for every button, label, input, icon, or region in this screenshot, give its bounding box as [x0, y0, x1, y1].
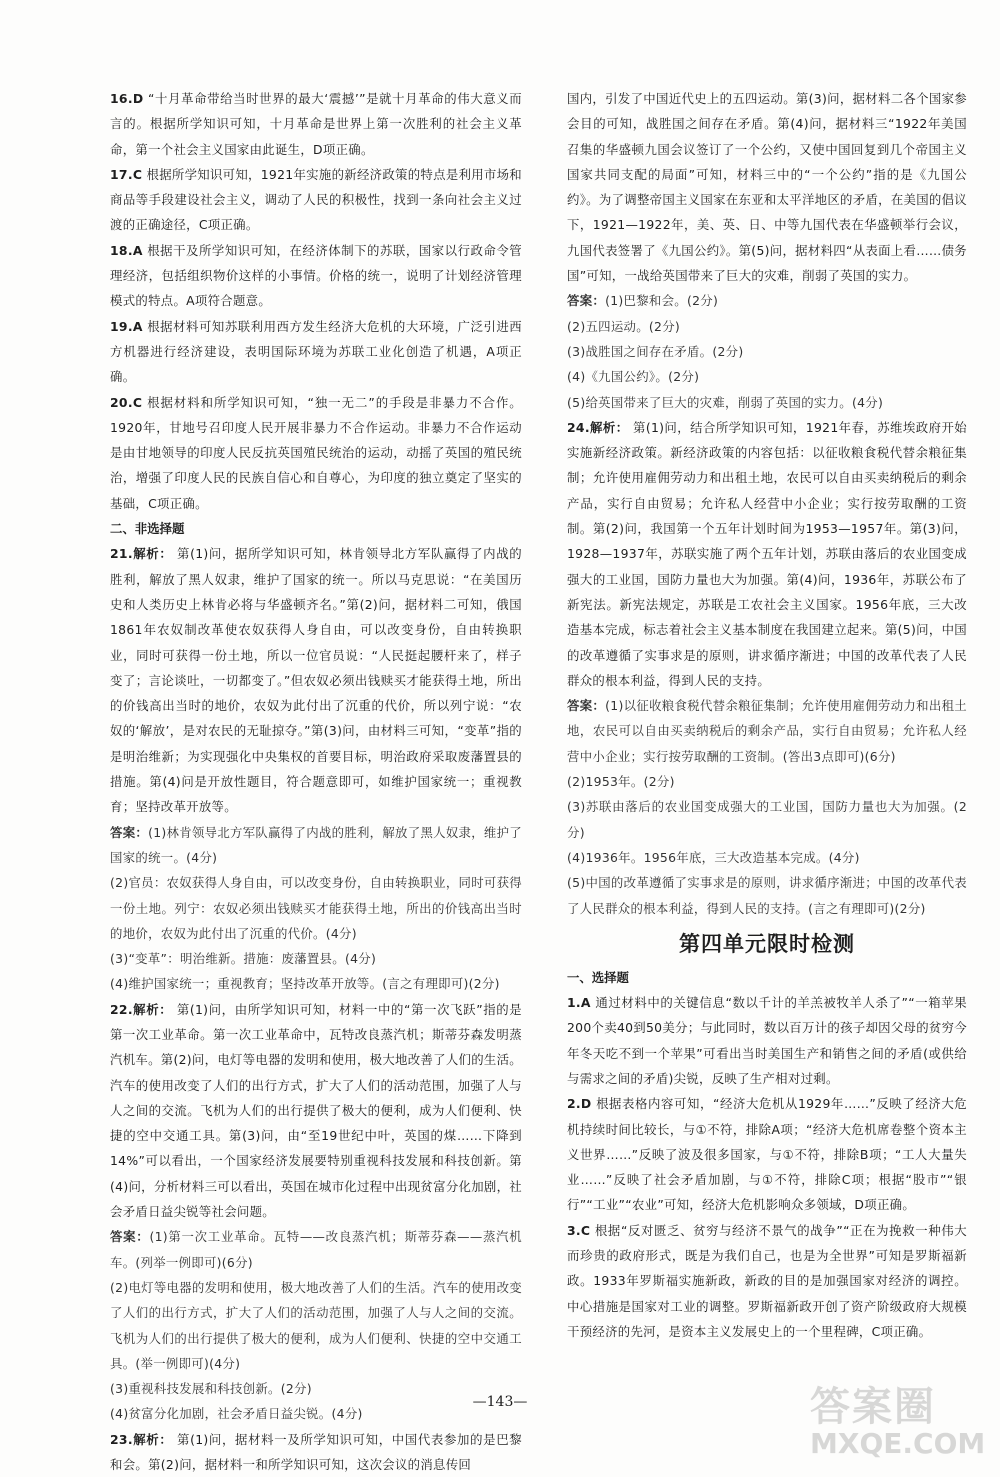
question-number: 18.A	[110, 242, 143, 258]
paragraph-text: (2)1953年。(2分)	[567, 774, 675, 790]
paragraph-text: 国内，引发了中国近代史上的五四运动。第(3)问，据材料二各个国家参会目的可知，战胜国之间存在矛盾。第(4)问，据材料三“1922年美国召集的华盛顿九国会议签订了一个公约，又使中国回复到几个帝国主义国家共同支配的局面”可知，材料三中的“一个公约”指的是《九国公约》。为了调整帝国主义国家在东亚和太平洋地区的矛盾，在美国的倡议下，1921—1922年，美、英、日、中等九国代表在华盛顿举行会议，九国代表签署了《九国公约》。第(5)问，据材料四“从表面上看……债务国”可知，一战给英国带来了巨大的灾难，削弱了英国的实力。	[567, 91, 967, 284]
paragraph-text: 第(1)问，结合所学知识可知，1921年春，苏维埃政府开始实施新经济政策。新经济政策的内容包括：以征收粮食税代替余粮征集制；允许使用雇佣劳动力和出租土地，农民可以自由买卖纳税后的剩余产品，实行自由贸易；允许私人经营中小企业；实行按劳取酬的工资制。第(2)问，我国第一个五年计划时间为1953—1957年。第(3)问，1928—1937年，苏联实施了两个五年计划，苏联由落后的农业国变成强大的工业国，国防力量也大为加强。第(4)问，1936年，苏联公布了新宪法。新宪法规定，苏联是工农社会主义国家。1956年底，三大改造基本完成，标志着社会主义基本制度在我国建立起来。第(5)问，中国的改革遵循了实事求是的原则，讲求循序渐进；中国的改革代表了人民群众的根本利益，得到人民的支持。	[567, 419, 967, 688]
paragraph-text: (4)1936年。1956年底，三大改造基本完成。(4分)	[567, 849, 860, 865]
paragraph-text: 通过材料中的关键信息“数以千计的羊羔被牧羊人杀了”“一箱苹果200个卖40到50美分；与此同时，数以百万计的孩子却因父母的贫穷今年冬天吃不到一个苹果”可看出当时美国生产和销售之间的矛盾(或供给与需求之间的矛盾)尖锐，反映了生产相对过剩。	[567, 995, 967, 1086]
question-paragraph	[567, 1091, 967, 1217]
paragraph-text: (4)贫富分化加剧，社会矛盾日益尖锐。(4分)	[110, 1406, 363, 1422]
answer-paragraph	[110, 1224, 522, 1275]
question-paragraph	[110, 86, 522, 162]
paragraph-text: 根据表格内容可知，“经济大危机从1929年……”反映了经济大危机持续时间比较长，与①不符，排除A项；“经济大危机席卷整个资本主义世界……”反映了波及很多国家，与①不符，排除B项；“工人大量失业……”反映了社会矛盾加剧，与①不符，排除C项；根据“股市”“银行”“工业”“农业”可知，经济大危机影响众多领域，D项正确。	[567, 1096, 967, 1213]
unit-title: 第四单元限时检测	[679, 931, 855, 956]
question-number: 21.解析：	[110, 546, 173, 562]
question-paragraph	[110, 541, 522, 819]
answer-label: 答案：	[567, 293, 606, 309]
paragraph-text: (5)给英国带来了巨大的灾难，削弱了英国的实力。(4分)	[567, 394, 884, 410]
answer-label: 答案：	[567, 698, 606, 714]
page-number: —143—	[472, 1394, 528, 1410]
question-paragraph	[567, 415, 967, 693]
answer-paragraph	[110, 870, 522, 946]
answer-paragraph	[110, 820, 522, 871]
paragraph-text: (3)“变革”：明治维新。措施：废藩置县。(4分)	[110, 951, 377, 967]
paragraph-text: (2)五四运动。(2分)	[567, 318, 681, 334]
watermark-logo	[810, 1384, 986, 1465]
answer-paragraph	[567, 364, 967, 389]
paragraph-text: (1)林肯领导北方军队赢得了内战的胜利，解放了黑人奴隶，维护了国家的统一。(4分)	[110, 824, 522, 865]
question-number: 20.C	[110, 394, 143, 410]
paragraph-text: 第(1)问，据材料一及所学知识可知，中国代表参加的是巴黎和会。第(2)问，据材料一和所学知识可知，这次会议的消息传回	[110, 1431, 522, 1473]
question-number: 17.C	[110, 166, 143, 182]
answer-paragraph	[567, 769, 967, 794]
question-number: 24.解析：	[567, 419, 629, 435]
paragraph-text: (1)第一次工业革命。瓦特——改良蒸汽机；斯蒂芬森——蒸汽机车。(列举一例即可)(6分)	[110, 1229, 522, 1270]
question-paragraph	[110, 390, 522, 516]
section-heading: 二、非选择题	[110, 521, 185, 537]
paragraph-text: 根据材料和所学知识可知，“独一无二”的手段是非暴力不合作。1920年，甘地号召印度人民开展非暴力不合作运动。非暴力不合作运动是由甘地领导的印度人民反抗英国殖民统治的运动，动摇了英国的殖民统治，增强了印度人民的民族自信心和自尊心，为印度的独立奠定了坚实的基础，C项正确。	[110, 394, 522, 511]
question-number: 23.解析：	[110, 1431, 173, 1447]
paragraph-text: 根据材料可知苏联利用西方发生经济大危机的大环境，广泛引进西方机器进行经济建设，表明国际环境为苏联工业化创造了机遇，A项正确。	[110, 318, 522, 385]
question-number: 22.解析：	[110, 1001, 173, 1017]
paragraph-text: 根据干及所学知识可知，在经济体制下的苏联，国家以行政命令管理经济，包括组织物价这样的小事情。价格的统一，说明了计划经济管理模式的特点。A项符合题意。	[110, 242, 522, 309]
question-paragraph	[110, 162, 522, 238]
question-number: 19.A	[110, 318, 143, 334]
paragraph-text: (2)电灯等电器的发明和使用，极大地改善了人们的生活。汽车的使用改变了人们的出行方式，扩大了人们的活动范围，加强了人与人之间的交流。飞机为人们的出行提供了极大的便利，成为人们便利、快捷的空中交通工具。(举一例即可)(4分)	[110, 1279, 522, 1371]
question-number: 2.D	[567, 1096, 592, 1112]
paragraph-text: (1)以征收粮食税代替余粮征集制；允许使用雇佣劳动力和出租土地，农民可以自由买卖纳税后的剩余产品，实行自由贸易；允许私人经营中小企业；实行按劳取酬的工资制。(答出3点即可)(6分)	[567, 698, 967, 764]
right-column	[567, 86, 967, 1344]
question-paragraph	[567, 1218, 967, 1344]
answer-paragraph	[110, 1275, 522, 1376]
answer-paragraph	[567, 794, 967, 845]
answer-paragraph	[567, 390, 967, 415]
question-number: 3.C	[567, 1222, 591, 1238]
answer-paragraph	[567, 845, 967, 870]
paragraph-text: (3)战胜国之间存在矛盾。(2分)	[567, 343, 744, 359]
watermark-bottom: MXQE.COM	[810, 1427, 986, 1460]
paragraph-text: (4)《九国公约》。(2分)	[567, 369, 700, 385]
section-heading: 一、选择题	[567, 969, 629, 985]
question-paragraph	[110, 1427, 522, 1477]
answer-paragraph	[110, 946, 522, 971]
answer-paragraph	[110, 971, 522, 996]
paragraph-text: 第(1)问，由所学知识可知，材料一中的“第一次飞跃”指的是第一次工业革命。第一次工业革命中，瓦特改良蒸汽机；斯蒂芬森发明蒸汽机车。第(2)问，电灯等电器的发明和使用，极大地改善了人们的生活。汽车的使用改变了人们的出行方式，扩大了人们的活动范围，加强了人与人之间的交流。飞机为人们的出行提供了极大的便利，成为人们便利、快捷的空中交通工具。第(3)问，由“至19世纪中叶，英国的煤……下降到14%”可以看出，一个国家经济发展要特别重视科技发展和科技创新。第(4)问，分析材料三可以看出，英国在城市化过程中出现贫富分化加剧，社会矛盾日益尖锐等社会问题。	[110, 1001, 522, 1220]
paragraph-text: (3)苏联由落后的农业国变成强大的工业国，国防力量也大为加强。(2分)	[567, 799, 967, 840]
answer-paragraph	[567, 870, 967, 921]
paragraph-text: “十月革命带给当时世界的最大‘震撼’”是就十月革命的伟大意义而言的。根据所学知识可知，十月革命是世界上第一次胜利的社会主义革命，第一个社会主义国家由此诞生，D项正确。	[110, 91, 523, 157]
paragraph-text: 根据“反对匮乏、贫穷与经济不景气的战争”“正在为挽救一种伟大而珍贵的政府形式，既是为我们自己，也是为全世界”可知是罗斯福新政。1933年罗斯福实施新政，新政的目的是加强国家对经济的调控。中心措施是国家对工业的调整。罗斯福新政开创了资产阶级政府大规模干预经济的先河，是资本主义发展史上的一个里程碑，C项正确。	[567, 1222, 967, 1339]
answer-label: 答案：	[110, 1229, 150, 1245]
question-number: 1.A	[567, 995, 591, 1011]
answer-paragraph	[567, 339, 967, 364]
left-column	[110, 86, 522, 1477]
watermark-top: 答案圈	[810, 1384, 936, 1430]
answer-paragraph	[567, 314, 967, 339]
answer-label: 答案：	[110, 824, 149, 840]
paragraph-text: 根据所学知识可知，1921年实施的新经济政策的特点是利用市场和商品等手段建设社会主义，调动了人民的积极性，找到一条向社会主义过渡的正确途径，C项正确。	[110, 166, 522, 233]
paragraph-text: (5)中国的改革遵循了实事求是的原则，讲求循序渐进；中国的改革代表了人民群众的根本利益，得到人民的支持。(言之有理即可)(2分)	[567, 875, 967, 916]
question-paragraph	[110, 314, 522, 390]
question-paragraph	[567, 86, 967, 288]
paragraph-text: (1)巴黎和会。(2分)	[605, 293, 719, 309]
paragraph-text: 第(1)问，据所学知识可知，林肯领导北方军队赢得了内战的胜利，解放了黑人奴隶，维护了国家的统一。所以马克思说：“在美国历史和人类历史上林肯必将与华盛顿齐名。”第(2)问，据材料二可知，俄国1861年农奴制改革使农奴获得人身自由，可以改变身份，自由转换职业，同时可获得一份土地，所以一位官员说：“人民挺起腰杆来了，样子变了；言论谈吐，一切都变了。”但农奴必须出钱赎买才能获得土地，所出的价钱高出当时的地价，农奴为此付出了沉重的代价，所以列宁说：“农奴的‘解放’，是对农民的无耻掠夺。”第(3)问，由材料三可知，“变革”指的是明治维新；为实现强化中央集权的首要目标，明治政府采取废藩置县的措施。第(4)问是开放性题目，符合题意即可，如维护国家统一；重视教育；坚持改革开放等。	[110, 546, 522, 815]
question-paragraph	[110, 238, 522, 314]
answer-paragraph	[567, 693, 967, 769]
question-paragraph	[567, 990, 967, 1091]
paragraph-text: (3)重视科技发展和科技创新。(2分)	[110, 1381, 312, 1397]
answer-paragraph	[567, 288, 967, 313]
paragraph-text: (4)维护国家统一；重视教育；坚持改革开放等。(言之有理即可)(2分)	[110, 976, 500, 992]
question-paragraph	[110, 997, 522, 1225]
paragraph-text: (2)官员：农奴获得人身自由，可以改变身份，自由转换职业，同时可获得一份土地。列宁：农奴必须出钱赎买才能获得土地，所出的价钱高出当时的地价，农奴为此付出了沉重的代价。(4分)	[110, 875, 522, 941]
question-number: 16.D	[110, 91, 144, 106]
